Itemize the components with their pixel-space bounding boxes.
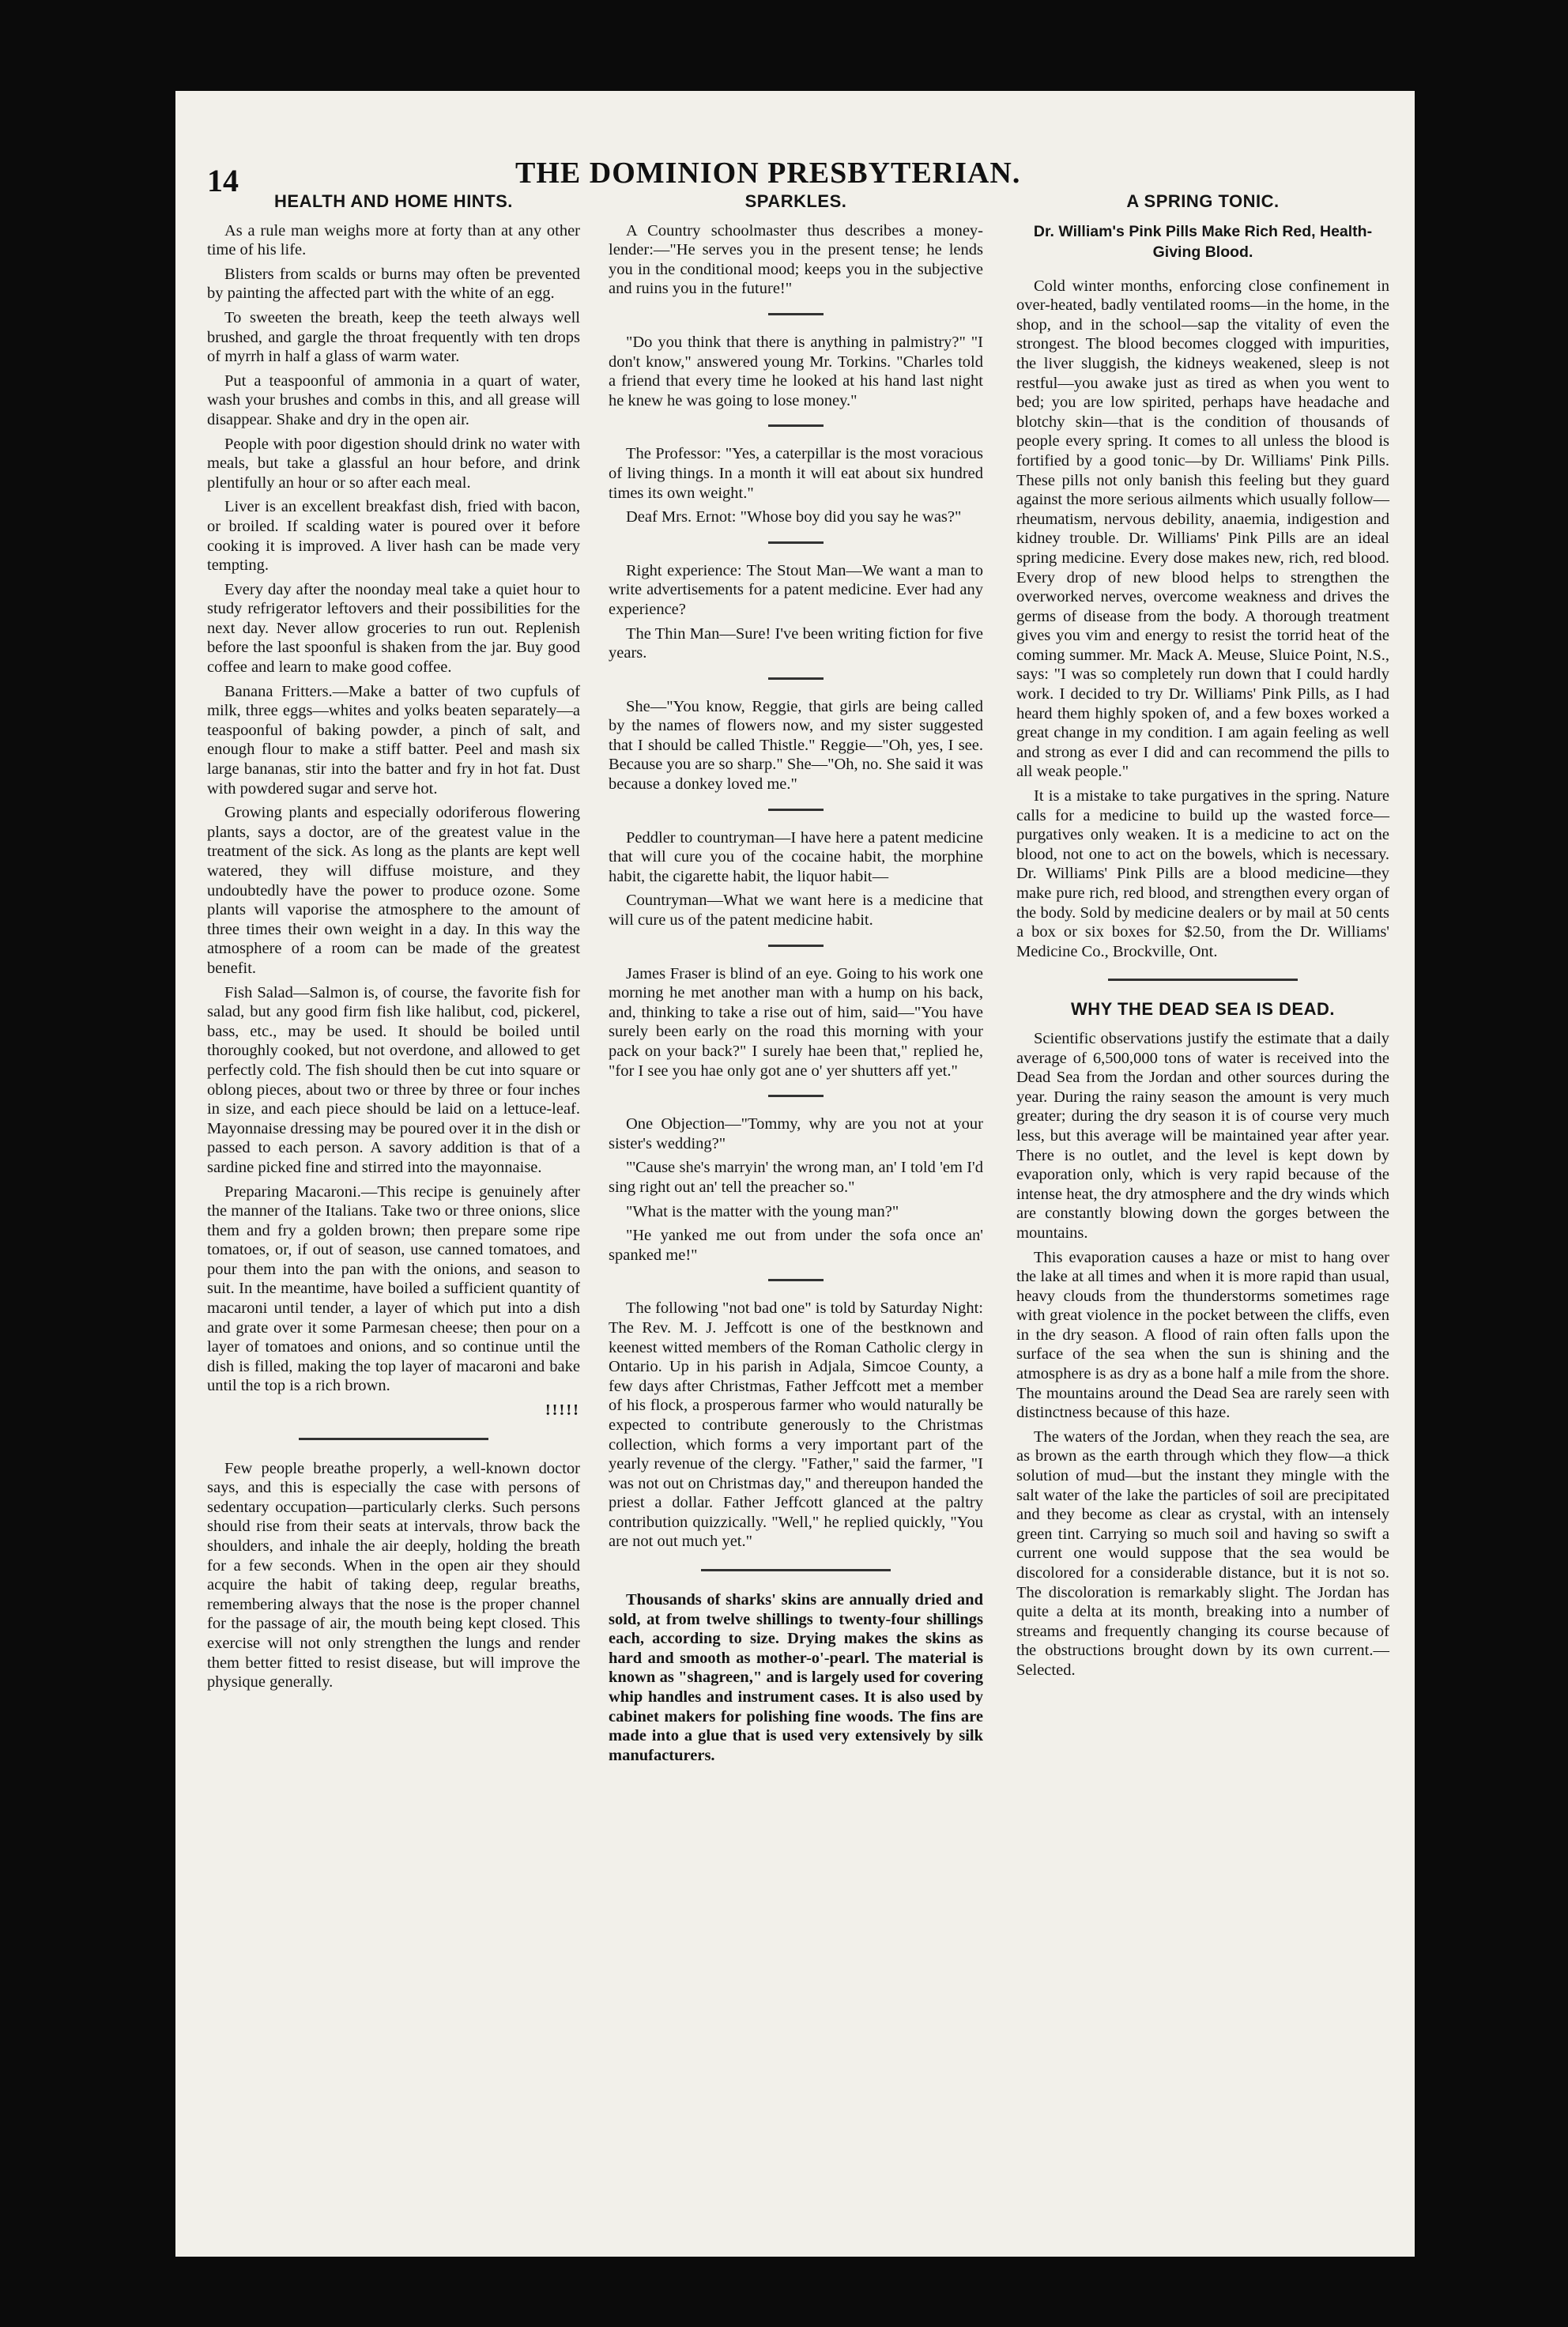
section-divider — [701, 1569, 891, 1571]
section-subheading: Dr. William's Pink Pills Make Rich Red, Health-Giving Blood. — [1033, 222, 1373, 261]
joke-paragraph: Deaf Mrs. Ernot: "Whose boy did you say he was?" — [626, 508, 962, 526]
article-paragraph: Cold winter months, enforcing close confinement in over-heated, badly ventilated rooms—in the home, in the shop, and in the school—sap the vitality of even the strongest. The blood becomes clogged with impurities, the liver sluggish, the kidneys weakened, sleep is not restful—you awake just as tired as when you went to bed; you are low spirited, perhaps have headache and blotchy skin—that is the condition of thousands of people every spring. It comes to all unless the blood is fortified by a good tonic—by Dr. Williams' Pink Pills. These pills not only banish this feeling but they guard against the more serious ailments which usually follow—rheumatism, nervous debility, anaemia, indigestion and kidney trouble. Dr. Williams' Pink Pills are an ideal spring medicine. Every dose makes new, rich, red blood. Every drop of new blood helps to strengthen the overworked nerves, overcome weakness and drives the germs of disease from the body. A thorough treatment gives you vim and energy to resist the torrid heat of the coming summer. Mr. Mack A. Meuse, Sluice Point, N.S., says: "I was so completely run down that I could hardly work. I decided to try Dr. Williams' Pink Pills, as I had heard them highly spoken of, and a few boxes worked a great change in my condition. I am again feeling as well and strong as ever I did and can recommend the pills to all weak people." — [1016, 277, 1389, 781]
page-number: 14 — [207, 163, 239, 198]
column-spring-tonic — [1016, 192, 1389, 1685]
item-divider — [768, 1279, 824, 1281]
joke-paragraph: The Thin Man—Sure! I've been writing fiction for five years. — [609, 624, 983, 662]
section-heading: A SPRING TONIC. — [1126, 191, 1280, 211]
joke-paragraph: "He yanked me out from under the sofa once an' spanked me!" — [609, 1227, 983, 1264]
item-divider — [768, 424, 824, 427]
joke-paragraph: The Professor: "Yes, a caterpillar is the most voracious of living things. In a month it will eat about six hundred times its own weight." — [609, 445, 983, 502]
joke-paragraph: Right experience: The Stout Man—We want a man to write advertisements for a patent medicine. Ever had any experience? — [609, 561, 983, 618]
article-paragraph: Preparing Macaroni.—This recipe is genuinely after the manner of the Italians. Take two or three onions, slice them and fry a golden brown; then prepare some ripe tomatoes, or, if out of season, use canned tomatoes, and pour them into the pan with the onions, and season to suit. In the meantime, have boiled a sufficient quantity of macaroni until tender, a layer of which put into a dish and grate over it some Parmesan cheese; then pour on a layer of tomatoes and onions, and so continue until the dish is filled, making the top layer of macaroni and bake until the top is a rich brown. — [207, 1182, 580, 1395]
masthead-title: THE DOMINION PRESBYTERIAN. — [515, 157, 1021, 190]
section-divider — [299, 1438, 488, 1440]
item-divider — [768, 541, 824, 544]
article-paragraph: It is a mistake to take purgatives in the spring. Nature calls for a medicine to build up the wasted force—purgatives only weaken. It is a medicine to act on the blood, not one to act on the bowels, which is necessary. Dr. Williams' Pink Pills are a blood medicine—they make pure rich, red blood, and strengthen every organ of the body. Sold by medicine dealers or by mail at 50 cents a box or six boxes for $2.50, from the Dr. Williams' Medicine Co., Brockville, Ont. — [1016, 787, 1389, 960]
sharks-paragraph: Thousands of sharks' skins are annually dried and sold, at from twelve shillings to twenty-four shillings each, according to size. Drying makes the skins as hard and smooth as mother-o'-pearl. The material is known as "shagreen," and is largely used for covering whip handles and instrument cases. It is also used by cabinet makers for polishing fine woods. The fins are made into a glue that is used very extensively by silk manufacturers. — [609, 1591, 983, 1764]
joke-paragraph: "'Cause she's marryin' the wrong man, an' I told 'em I'd sing right out an' tell the preacher so." — [609, 1159, 983, 1196]
item-divider — [768, 945, 824, 947]
article-paragraph: This evaporation causes a haze or mist to hang over the lake at all times and when it is more rapid than usual, heavy clouds from the thunderstorms sometimes rage with great violence in the pocket between the cliffs, even in the dry season. A flood of rain often falls upon the surface of the sea when the sun is shining and the atmosphere is as dry as a bone half a mile from the shore. The mountains around the Dead Sea are rarely seen with distinctness because of this haze. — [1016, 1248, 1389, 1422]
jokes-list — [609, 221, 983, 1552]
newspaper-page — [175, 91, 1415, 2257]
column-health-and-home-hints — [207, 192, 580, 1697]
article-signoff: !!!!! — [545, 1401, 580, 1420]
section-divider — [1108, 979, 1298, 981]
article-paragraph: Blisters from scalds or burns may often be prevented by painting the affected part with the white of an egg. — [207, 265, 580, 303]
joke-paragraph: "Do you think that there is anything in palmistry?" "I don't know," answered young Mr. Torkins. "Charles told a friend that every time he looked at his hand last night he knew he was going to lose money." — [609, 333, 983, 409]
breathe-paragraph: Few people breathe properly, a well-known doctor says, and this is especially the case with persons of sedentary occupation—particularly clerks. Such persons should rise from their seats at intervals, throw back the shoulders, and inhale the air deeply, holding the breath for a few seconds. When in the open air they should acquire the habit of taking deep, regular breaths, remembering always that the nose is the proper channel for the passage of air, the mouth being kept closed. This exercise will not only strengthen the lungs and render them better fitted to resist disease, but will improve the physique generally. — [207, 1459, 580, 1692]
article-paragraph: The waters of the Jordan, when they reach the sea, are as brown as the earth through which they flow—a thick solution of mud—but the instant they mingle with the salt water of the lake the particles of soil are precipitated and they become as clear as crystal, with an intensely green tint. Carrying so much soil and having so swift a current one would suppose that the sea would be discolored for a considerable distance, but it is not so. The discoloration is remarkably slight. The Jordan has quite a delta at its month, breaking into a number of streams and frequently changing its course because of the obstructions brought down by its own current.—Selected. — [1016, 1428, 1389, 1679]
item-divider — [768, 1095, 824, 1097]
joke-paragraph: "What is the matter with the young man?" — [626, 1202, 899, 1220]
article-paragraph: As a rule man weighs more at forty than at any other time of his life. — [207, 221, 580, 259]
article-body-dead-sea — [1016, 1029, 1389, 1680]
article-paragraph: People with poor digestion should drink no water with meals, but take a glassful an hour before, and drink plentifully an hour or so after each meal. — [207, 435, 580, 492]
article-paragraph: Put a teaspoonful of ammonia in a quart of water, wash your brushes and combs in this, and all grease will disappear. Shake and dry in the open air. — [207, 371, 580, 428]
joke-paragraph: Peddler to countryman—I have here a patent medicine that will cure you of the cocaine habit, the morphine habit, the cigarette habit, the liquor habit— — [609, 828, 983, 885]
joke-paragraph: A Country schoolmaster thus describes a money-lender:—"He serves you in the present tense; he lends you in the conditional mood; keeps you in the subjective and ruins you in the future!" — [609, 221, 983, 298]
article-body — [1016, 277, 1389, 962]
joke-paragraph: James Fraser is blind of an eye. Going to his work one morning he met another man with a hump on his back, and, thinking to take a rise out of him, said—"You have surely been early on the road this morning with your pack on your back?" I surely hae been that," replied he, "for I see you hae only got ane o' yer shutters aff yet." — [609, 964, 983, 1080]
joke-paragraph: Countryman—What we want here is a medicine that will cure us of the patent medicine habit. — [609, 892, 983, 930]
item-divider — [768, 313, 824, 315]
article-paragraph: Fish Salad—Salmon is, of course, the favorite fish for salad, but any good firm fish like halibut, cod, pickerel, bass, etc., may be used. It should be boiled until thoroughly cooked, but not overdone, and allowed to get perfectly cold. The fish should then be cut into square or oblong pieces, about two or three by three or four inches in size, and each piece should be laid on a lettuce-leaf. Mayonnaise dressing may be poured over it in the dish or passed to each person. A savory addition is that of a sardine picked fine and stirred into the mayonnaise. — [207, 983, 580, 1176]
item-divider — [768, 809, 824, 811]
joke-paragraph: One Objection—"Tommy, why are you not at your sister's wedding?" — [609, 1115, 983, 1152]
column-sparkles — [609, 192, 983, 1770]
section-heading: HEALTH AND HOME HINTS. — [274, 191, 513, 211]
section-heading-dead-sea: WHY THE DEAD SEA IS DEAD. — [1071, 999, 1335, 1020]
article-paragraph: To sweeten the breath, keep the teeth always well brushed, and gargle the throat frequently with ten drops of myrrh in half a glass of warm water. — [207, 308, 580, 366]
article-paragraph: Banana Fritters.—Make a batter of two cupfuls of milk, three eggs—whites and yolks beaten separately—a teaspoonful of baking powder, a pinch of salt, and enough flour to make a stiff batter. Peel and mash six large bananas, stir into the batter and fry in hot fat. Dust with powdered sugar and serve hot. — [207, 682, 580, 798]
joke-paragraph: She—"You know, Reggie, that girls are being called by the names of flowers now, and my sister suggested that I should be called Thistle." Reggie—"Oh, yes, I see. Because you are so sharp." She—"Oh, no. She said it was because a donkey loved me." — [609, 697, 983, 794]
article-paragraph: Scientific observations justify the estimate that a daily average of 6,500,000 tons of water is received into the Dead Sea from the Jordan and other sources during the year. During the rainy season the amount is very much greater; during the dry season it is of course very much less, but this average will be maintained year after year. There is no outlet, and the level is kept down by evaporation only, which is very rapid because of the intense heat, the dry atmosphere and the dry winds which are constantly blowing down the gorges between the mountains. — [1016, 1029, 1389, 1242]
item-divider — [768, 677, 824, 680]
article-body — [207, 221, 580, 1396]
section-heading: SPARKLES. — [744, 191, 847, 211]
joke-paragraph: The following "not bad one" is told by Saturday Night: The Rev. M. J. Jeffcott is one of the bestknown and keenest witted members of the Roman Catholic clergy in Ontario. Up in his parish in Adjala, Simcoe County, a few days after Christmas, Father Jeffcott met a member of his flock, a prosperous farmer who would naturally be expected to contribute generously to the Christmas collection, which forms a very important part of the yearly revenue of the clergy. "Father," said the farmer, "I was not out on Christmas day," and thereupon handed the priest a dollar. Father Jeffcott glanced at the paltry contribution quizzically. "Well," he replied quickly, "You are not out much yet." — [609, 1299, 983, 1551]
article-paragraph: Liver is an excellent breakfast dish, fried with bacon, or broiled. If scalding water is poured over it before cooking it is improved. A liver hash can be made very tempting. — [207, 498, 580, 575]
article-paragraph: Growing plants and especially odoriferous flowering plants, says a doctor, are of the greatest value in the treatment of the sick. As long as the plants are kept well watered, they will diffuse moisture, and they undoubtedly have the power to produce ozone. Some plants will vaporise the atmosphere to the amount of three times their own weight in a day. In this way the atmosphere of a room can be made of the greatest benefit. — [207, 804, 580, 977]
article-paragraph: Every day after the noonday meal take a quiet hour to study refrigerator leftovers and their possibilities for the next day. Never allow groceries to run out. Replenish before the last spoonful is shaken from the jar. Buy good coffee and learn to make good coffee. — [207, 580, 580, 677]
